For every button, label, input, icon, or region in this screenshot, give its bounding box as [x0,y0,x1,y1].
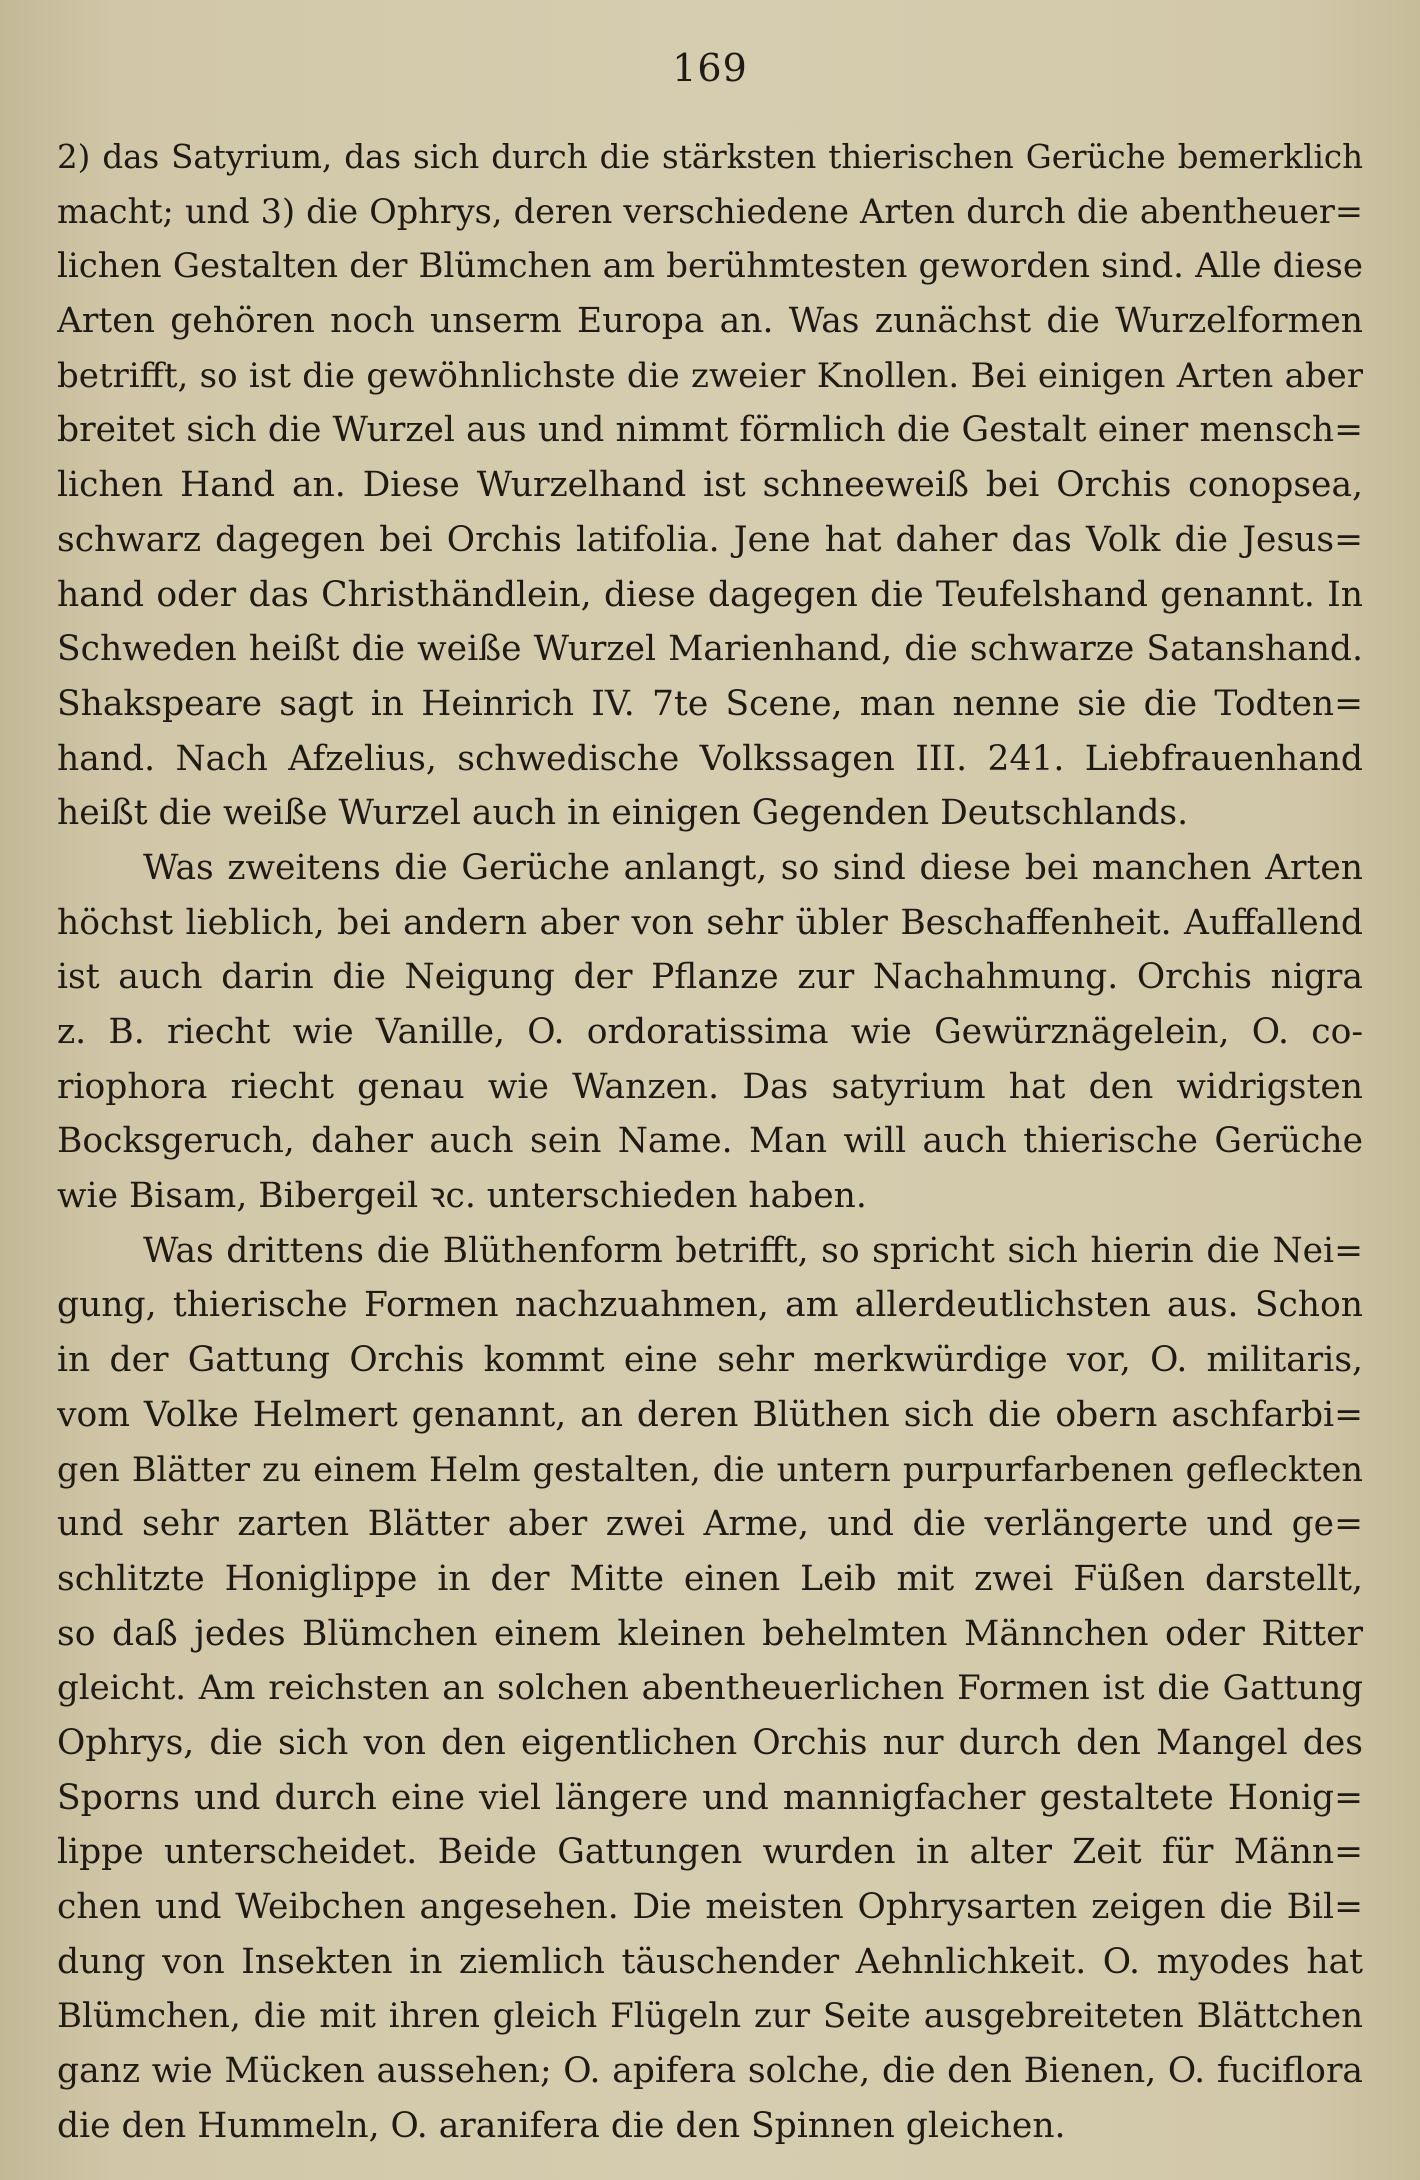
text-line: heißt die weiße Wurzel auch in einigen Gegenden Deutschlands. [57,793,1189,834]
text-line: riophora riecht genau wie Wanzen. Das satyrium hat den widrigsten [57,1066,1363,1107]
text-line: Sporns und durch eine viel längere und mannigfacher gestaltete Honig= [57,1777,1363,1818]
text-line: ist auch darin die Neigung der Pflanze zur Nachahmung. Orchis nigra [57,957,1363,998]
text-line: gleicht. Am reichsten an solchen abentheuerlichen Formen ist die Gattung [57,1668,1363,1709]
text-line: Schweden heißt die weiße Wurzel Marienhand, die schwarze Satanshand. [57,629,1363,670]
text-line: vom Volke Helmert genannt, an deren Blüthen sich die obern aschfarbi= [57,1394,1363,1435]
text-line: höchst lieblich, bei andern aber von sehr übler Beschaffenheit. Auffallend [57,902,1363,943]
text-line: lichen Gestalten der Blümchen am berühmtesten geworden sind. Alle diese [57,246,1363,287]
text-line: Was drittens die Blüthenform betrifft, so spricht sich hierin die Nei= [143,1230,1363,1271]
text-line: in der Gattung Orchis kommt eine sehr merkwürdige vor, O. militaris, [57,1340,1363,1381]
text-line: lippe unterscheidet. Beide Gattungen wurden in alter Zeit für Männ= [57,1832,1363,1873]
text-line: macht; und 3) die Ophrys, deren verschiedene Arten durch die abentheuer= [57,191,1363,231]
text-line: Blümchen, die mit ihren gleich Flügeln zur Seite ausgebreiteten Blättchen [57,1996,1363,2037]
text-line: gen Blätter zu einem Helm gestalten, die untern purpurfarbenen gefleckten [57,1449,1363,1489]
text-line: ganz wie Mücken aussehen; O. apifera solche, die den Bienen, O. fuciflora [57,2051,1363,2092]
text-line: die den Hummeln, O. aranifera die den Spinnen gleichen. [57,2105,1066,2146]
text-line: so daß jedes Blümchen einem kleinen behelmten Männchen oder Ritter [57,1613,1363,1654]
text-line: 2) das Satyrium, das sich durch die stärksten thierischen Gerüche bemerklich [57,138,1363,176]
text-line: Shakspeare sagt in Heinrich IV. 7te Scene, man nenne sie die Todten= [57,683,1363,724]
text-line: schlitzte Honiglippe in der Mitte einen Leib mit zwei Füßen darstellt, [57,1558,1363,1599]
text-line: Was zweitens die Gerüche anlangt, so sind diese bei manchen Arten [143,847,1363,888]
text-line: wie Bisam, Bibergeil ꝛc. unterschieden haben. [57,1176,867,1217]
text-line: breitet sich die Wurzel aus und nimmt förmlich die Gestalt einer mensch= [57,410,1363,451]
text-line: Bocksgeruch, daher auch sein Name. Man will auch thierische Gerüche [57,1121,1363,1162]
text-line: z. B. riecht wie Vanille, O. ordoratissima wie Gewürznägelein, O. co- [57,1012,1363,1052]
text-line: hand. Nach Afzelius, schwedische Volkssagen III. 241. Liebfrauenhand [57,738,1363,779]
text-line: Ophrys, die sich von den eigentlichen Orchis nur durch den Mangel des [57,1722,1363,1763]
page-number: 169 [672,46,748,90]
text-line: chen und Weibchen angesehen. Die meisten Ophrysarten zeigen die Bil= [57,1887,1363,1927]
text-line: und sehr zarten Blätter aber zwei Arme, und die verlängerte und ge= [57,1504,1363,1545]
page-body-text [57,130,1363,2153]
text-line: dung von Insekten in ziemlich täuschender Aehnlichkeit. O. myodes hat [57,1941,1363,1982]
text-line: gung, thierische Formen nachzuahmen, am allerdeutlichsten aus. Schon [57,1285,1363,1326]
text-line: hand oder das Christhändlein, diese dagegen die Teufelshand genannt. In [57,574,1363,615]
text-line: betrifft, so ist die gewöhnlichste die zweier Knollen. Bei einigen Arten aber [57,355,1363,396]
text-line: Arten gehören noch unserm Europa an. Was zunächst die Wurzelformen [57,301,1363,342]
text-line: lichen Hand an. Diese Wurzelhand ist schneeweiß bei Orchis conopsea, [57,465,1363,506]
text-line: schwarz dagegen bei Orchis latifolia. Jene hat daher das Volk die Jesus= [57,519,1363,560]
